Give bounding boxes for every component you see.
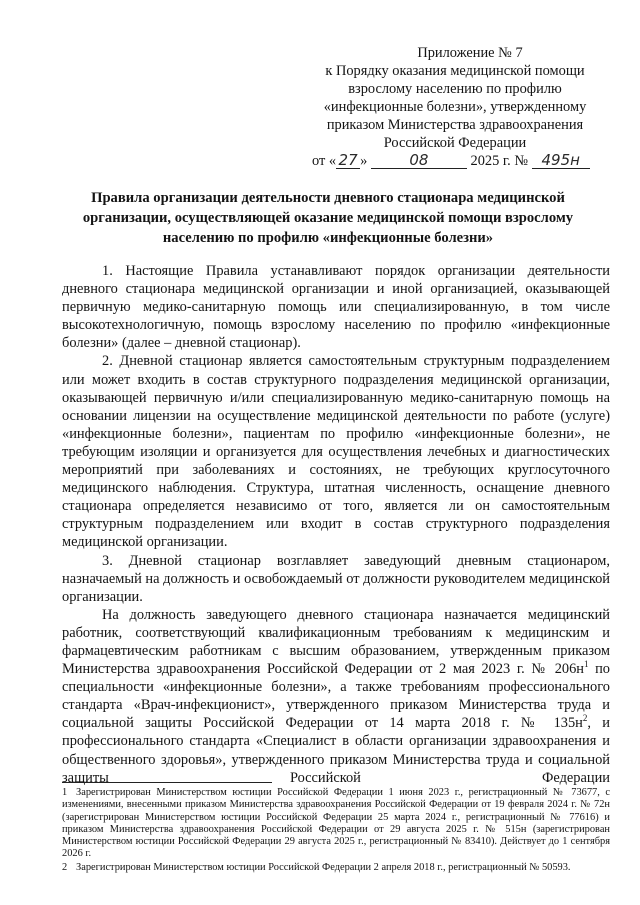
appendix-line-3: «инфекционные болезни», утвержденному xyxy=(323,99,587,115)
footnote-1-text: Зарегистрирован Министерством юстиции Российской Федерации 1 июня 2023 г., регистрационный № 73677, с изменениями, внесенными приказом Министерства здравоохранения Российской Федерации от 19 февраля 2024 г. № 72н (зарегистрирован Министерством юстиции Российской Федерации 25 марта 2024 г., регистрационный № 77616) и приказом Министерства здравоохранения Российской Федерации от 29 августа 2025 г. № 515н (зарегистрирован Министерством юстиции Российской Федерации 29 августа 2025 г., регистрационный № 83410). Действует до 1 сентября 2026 г. xyxy=(62,787,610,860)
paragraph-3: 3. Дневной стационар возглавляет заведующий дневным стационаром, назначаемый на должность и освобождаемый от должности руководителем медицинской организации. xyxy=(62,552,610,605)
document-title: Правила организации деятельности дневного стационара медицинской организации, осуществляющей оказание медицинской помощи взрослому населению по профилю «инфекционные болезни» xyxy=(82,190,574,246)
paragraph-4-part-a: На должность заведующего дневного стационара назначается медицинский работник, соответствующий квалификационным требованиям к медицинским и фармацевтическим работникам с высшим образованием, утвержденным приказом Министерства здравоохранения Российской Федерации от 2 мая 2023 г. № 206н xyxy=(62,606,610,678)
order-quote-close: » xyxy=(360,153,368,169)
footnote-separator xyxy=(62,782,272,783)
footnotes xyxy=(62,787,610,875)
appendix-line-2: взрослому населению по профилю xyxy=(348,81,562,97)
appendix-header xyxy=(300,44,610,170)
order-year: 2025 г. № xyxy=(470,153,529,169)
footnote-2 xyxy=(62,862,610,874)
footnote-1 xyxy=(62,787,610,861)
paragraph-1: 1. Настоящие Правила устанавливают порядок организации деятельности дневного стационара медицинской организации и иной организацией, оказывающей первичную медико-санитарную помощь или специализированную, в том числе высокотехнологичную, помощь взрослому населению по профилю «инфекционные болезни» (далее – дневной стационар). xyxy=(62,263,610,352)
paragraph-2: 2. Дневной стационар является самостоятельным структурным подразделением или может входить в состав структурного подразделения медицинской организации, оказывающей первичную и/или специализированную медико-санитарную помощь на основании лицензии на осуществление медицинской деятельности по работе (услуге) «инфекционные болезни», пациентам по профилю «инфекционные болезни», не требующим изоляции и организуется для осуществления лечебных и диагностических мероприятий при заболеваниях и состояниях, не требующих круглосуточного медицинского наблюдения. Структура, штатная численность, оснащение дневного стационара определяется независимо от того, является ли он самостоятельным структурным подразделением или входит в состав структурного подразделения медицинской организации. xyxy=(62,353,610,551)
paragraph-4 xyxy=(62,606,610,787)
document-body xyxy=(62,262,610,787)
footnote-ref-1[interactable]: 1 xyxy=(583,659,589,670)
order-day: 27 xyxy=(336,153,360,169)
appendix-line-1: к Порядку оказания медицинской помощи xyxy=(325,63,585,79)
paragraph-4-part-c: , и профессионального стандарта «Специалист в области организации здравоохранения и общественного здоровья», утвержденного приказом Министерства труда и социальной защиты Российской Федерации xyxy=(62,715,610,786)
appendix-line-4: приказом Министерства здравоохранения xyxy=(326,117,584,133)
appendix-line-5: Российской Федерации xyxy=(383,135,527,151)
order-month: 08 xyxy=(371,153,467,169)
paragraph-4-part-b: по специальности «инфекционные болезни», а также требованиям профессионального стандарта «Врач-инфекционист», утвержденного приказом Министерства труда и социальной защиты Российской Федерации от 14 марта 2018 г. № 135н xyxy=(62,661,610,732)
order-date-line xyxy=(300,152,610,170)
appendix-title: Приложение № 7 xyxy=(417,45,523,61)
order-number: 495н xyxy=(532,153,590,169)
footnote-1-mark: 1 xyxy=(62,787,68,798)
order-prefix: от « xyxy=(312,153,337,169)
footnote-2-text: Зарегистрирован Министерством юстиции Российской Федерации 2 апреля 2018 г., регистрационный № 50593. xyxy=(76,861,571,873)
footnote-2-mark: 2 xyxy=(62,861,68,873)
footnote-ref-2[interactable]: 2 xyxy=(582,713,588,724)
